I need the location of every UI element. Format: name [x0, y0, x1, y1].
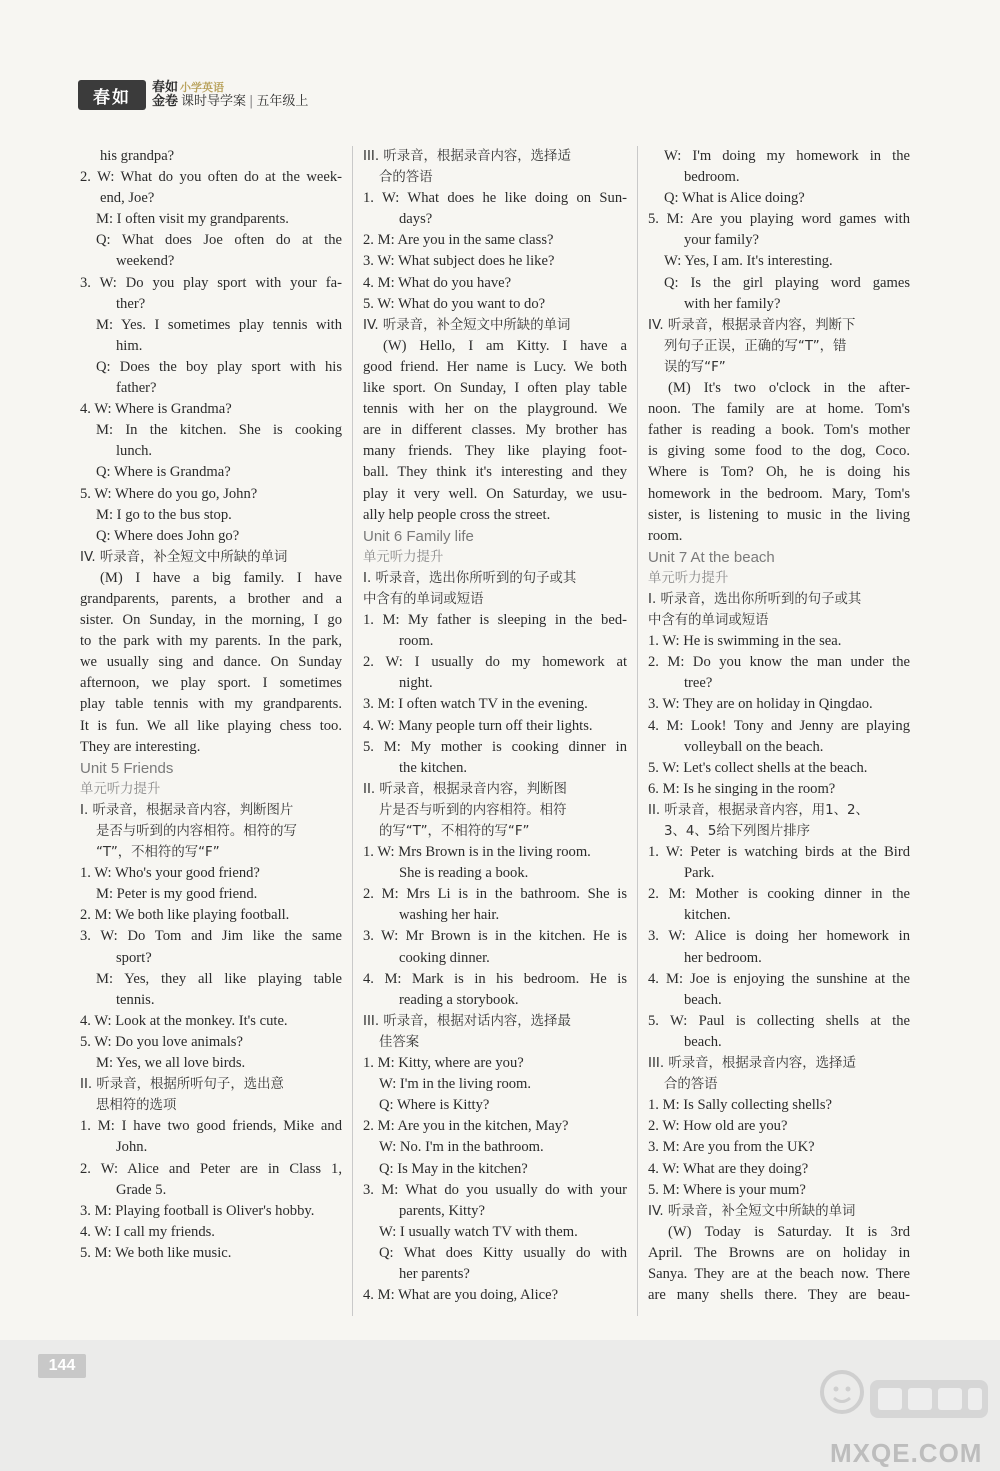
text-line: M: In the kitchen. She is cooking — [96, 422, 342, 439]
section-heading: 合的答语 — [379, 170, 433, 186]
text-line: father is reading a book. Tom's mother — [648, 422, 910, 439]
section-heading: 佳答案 — [379, 1034, 420, 1050]
series-title: 课时导学案 — [181, 94, 247, 109]
text-line: 5. M: My mother is cooking dinner in — [363, 738, 627, 755]
unit-title: Unit 7 At the beach — [648, 548, 775, 566]
text-line: to the park with my parents. In the park, — [80, 633, 342, 650]
text-line: tennis with her on the playground. We — [363, 401, 627, 418]
text-line: 4. W: What are they doing? — [648, 1160, 809, 1177]
text-line: 1. M: Kitty, where are you? — [363, 1055, 524, 1072]
text-line: her parents? — [399, 1265, 470, 1282]
section-heading: 片是否与听到的内容相符。相符 — [379, 802, 567, 818]
text-line: 1. W: He is swimming in the sea. — [648, 633, 842, 650]
brand-name-2: 金卷 — [152, 94, 179, 109]
text-line: sister. On Sunday, in the morning, I go — [80, 612, 342, 629]
section-heading: 3、4、5给下列图片排序 — [664, 824, 811, 839]
text-line: 5. M: Are you playing word games with — [648, 211, 910, 228]
text-line: kitchen. — [684, 907, 731, 924]
text-line: days? — [399, 211, 433, 228]
text-line: grandparents, parents, a brother and a — [80, 590, 342, 607]
text-line: 1. W: What does he like doing on Sun- — [363, 190, 627, 207]
text-line: reading a storybook. — [399, 991, 519, 1008]
brand-name: 春如 — [152, 80, 179, 95]
text-line: 4. M: Joe is enjoying the sunshine at the — [648, 970, 910, 987]
text-line: 3. W: They are on holiday in Qingdao. — [648, 696, 873, 713]
section-heading: II. 听录音，根据所听句子，选出意 — [80, 1077, 284, 1093]
text-line: Q: Is May in the kitchen? — [379, 1160, 528, 1177]
section-heading: I. 听录音，选出你所听到的句子或其 — [363, 570, 577, 586]
brand-line-1 — [152, 81, 308, 95]
text-line: weekend? — [116, 253, 175, 270]
text-line: 1. M: I have two good friends, Mike and — [80, 1118, 342, 1135]
text-line: 1. W: Peter is watching birds at the Bird — [648, 844, 910, 861]
text-line: They are interesting. — [80, 738, 201, 755]
text-line: (M) I have a big family. I have — [100, 569, 342, 586]
text-line: end, Joe? — [100, 190, 155, 207]
section-heading: 合的答语 — [664, 1077, 718, 1093]
text-line: your family? — [684, 232, 759, 249]
text-line: 4. W: Where is Grandma? — [80, 401, 232, 418]
column-divider — [637, 146, 638, 1316]
text-line: 4. M: What do you have? — [363, 274, 512, 291]
text-line: W: Yes, I am. It's interesting. — [664, 253, 833, 270]
text-line: ther? — [116, 295, 146, 312]
text-line: tree? — [684, 675, 713, 692]
section-heading: IV. 听录音，补全短文中所缺的单词 — [80, 549, 288, 565]
unit-title: Unit 5 Friends — [80, 759, 174, 777]
text-line: are in different classes. My brother has — [363, 422, 627, 439]
text-line: 4. M: Look! Tony and Jenny are playing — [648, 717, 910, 734]
text-line: ball. They think it's interesting and they — [363, 464, 627, 481]
text-line: (W) Hello, I am Kitty. I have a — [383, 337, 627, 354]
text-line: him. — [116, 337, 143, 354]
text-line: 3. W: Do you play sport with your fa- — [80, 274, 342, 291]
text-line: beach. — [684, 991, 722, 1008]
text-line: volleyball on the beach. — [684, 738, 824, 755]
text-line: W: No. I'm in the bathroom. — [379, 1139, 544, 1156]
text-line: homework in the bedroom. Mary, Tom's — [648, 485, 910, 502]
text-line: 1. M: Is Sally collecting shells? — [648, 1097, 833, 1114]
page-number: 144 — [38, 1354, 86, 1378]
section-heading: 中含有的单词或短语 — [363, 591, 484, 607]
section-heading: IV. 听录音，根据录音内容，判断下 — [648, 317, 856, 333]
unit-subtitle: 单元听力提升 — [80, 781, 161, 797]
text-line: 2. M: Mother is cooking dinner in the — [648, 886, 910, 903]
text-line: cooking dinner. — [399, 949, 490, 966]
text-column-3 — [648, 146, 910, 1306]
section-heading: IV. 听录音，补全短文中所缺的单词 — [648, 1203, 856, 1219]
text-line: 3. M: What do you usually do with your — [363, 1181, 627, 1198]
section-heading: I. 听录音，根据录音内容，判断图片 — [80, 802, 294, 818]
text-line: 4. W: Many people turn off their lights. — [363, 717, 593, 734]
text-line: 5. W: Let's collect shells at the beach. — [648, 759, 868, 776]
text-line: 3. M: Are you from the UK? — [648, 1139, 815, 1156]
text-line: 1. W: Mrs Brown is in the living room. — [363, 844, 591, 861]
brand-subject: 小学英语 — [180, 81, 225, 94]
text-line: beach. — [684, 1033, 722, 1050]
section-heading: “T”，不相符的写“F” — [96, 845, 220, 861]
text-line: are many shells there. They are beau- — [648, 1287, 910, 1304]
text-line: noon. The family are at home. Tom's — [648, 401, 910, 418]
text-line: (W) Today is Saturday. It is 3rd — [668, 1223, 910, 1240]
text-line: M: Yes. I sometimes play tennis with — [96, 316, 342, 333]
section-heading: 思相符的选项 — [96, 1098, 177, 1114]
text-line: 2. W: How old are you? — [648, 1118, 788, 1135]
section-heading: II. 听录音，根据录音内容，用1、2、 — [648, 802, 869, 818]
text-line: Q: Is the girl playing word games — [664, 274, 910, 291]
text-line: like sport. On Sunday, I often play table — [363, 380, 627, 397]
section-heading: III. 听录音，根据对话内容，选择最 — [363, 1013, 571, 1029]
text-line: father? — [116, 380, 157, 397]
text-line: 4. W: Look at the monkey. It's cute. — [80, 1012, 288, 1029]
text-line: sister, is listening to music in the living — [648, 506, 910, 523]
section-heading: IV. 听录音，补全短文中所缺的单词 — [363, 317, 571, 333]
text-line: 5. W: What do you want to do? — [363, 295, 546, 312]
text-line: (M) It's two o'clock in the after- — [668, 380, 910, 397]
text-line: 5. W: Where do you go, John? — [80, 485, 258, 502]
text-line: M: I go to the bus stop. — [96, 506, 232, 523]
text-line: Park. — [684, 865, 715, 882]
text-line: many friends. They like playing foot- — [363, 443, 627, 460]
section-heading: I. 听录音，选出你所听到的句子或其 — [648, 591, 862, 607]
text-line: 5. W: Do you love animals? — [80, 1033, 243, 1050]
text-line: ally help people cross the street. — [363, 506, 551, 523]
text-line: room. — [399, 633, 434, 650]
section-heading: 误的写“F” — [664, 359, 726, 375]
text-line: Q: Does the boy play sport with his — [96, 358, 342, 375]
section-heading: 的写“T”，不相符的写“F” — [379, 824, 530, 839]
text-line: It is fun. We all like playing chess too. — [80, 717, 342, 734]
text-line: 3. W: What subject does he like? — [363, 253, 555, 270]
text-line: good friend. Her name is Lucy. We both — [363, 358, 627, 375]
text-line: April. The Browns are on holiday in — [648, 1244, 910, 1261]
watermark-site: MXQE.COM — [830, 1438, 983, 1468]
section-heading: 是否与听到的内容相符。相符的写 — [96, 824, 297, 839]
section-heading: III. 听录音，根据录音内容，选择适 — [648, 1056, 856, 1072]
text-line: his grandpa? — [100, 148, 175, 164]
column-divider — [352, 146, 353, 1316]
text-line: 5. M: We both like music. — [80, 1244, 232, 1261]
text-line: 4. W: I call my friends. — [80, 1223, 215, 1240]
text-line: 2. M: Mrs Li is in the bathroom. She is — [363, 886, 627, 903]
text-line: Q: Where is Grandma? — [96, 464, 231, 481]
publisher-logo: 春如 — [78, 80, 146, 110]
text-line: M: Peter is my good friend. — [96, 886, 258, 903]
text-line: She is reading a book. — [399, 865, 529, 882]
text-line: 2. M: We both like playing football. — [80, 907, 290, 924]
text-line: the kitchen. — [399, 759, 468, 776]
text-line: 5. M: Where is your mum? — [648, 1181, 806, 1198]
text-column-2 — [363, 146, 627, 1306]
text-line: John. — [116, 1139, 148, 1156]
section-heading: II. 听录音，根据录音内容，判断图 — [363, 781, 567, 797]
text-line: 3. W: Mr Brown is in the kitchen. He is — [363, 928, 627, 945]
section-heading: III. 听录音，根据录音内容，选择适 — [363, 149, 571, 164]
text-line: 2. W: What do you often do at the week- — [80, 169, 342, 186]
text-line: 1. W: Who's your good friend? — [80, 865, 260, 882]
text-line: 4. M: Mark is in his bedroom. He is — [363, 970, 627, 987]
section-heading: 中含有的单词或短语 — [648, 613, 769, 629]
text-line: 3. W: Alice is doing her homework in — [648, 928, 910, 945]
text-line: 2. W: I usually do my homework at — [363, 654, 627, 671]
text-line: 2. M: Do you know the man under the — [648, 654, 910, 671]
unit-title: Unit 6 Family life — [363, 527, 474, 545]
text-line: play it very well. On Saturday, we usu- — [363, 485, 627, 502]
text-line: Q: What does Kitty usually do with — [379, 1244, 627, 1261]
text-line: W: I'm doing my homework in the — [664, 148, 910, 164]
text-line: with her family? — [684, 295, 781, 312]
text-line: play table tennis with my grandparents. — [80, 696, 342, 713]
text-line: room. — [648, 527, 683, 544]
grade-label: 五年级上 — [256, 94, 309, 109]
text-line: night. — [399, 675, 433, 692]
text-line: Sanya. They are at the beach now. There — [648, 1265, 910, 1282]
text-line: 2. M: Are you in the same class? — [363, 232, 554, 249]
text-line: Where is Tom? Oh, he is doing his — [648, 464, 910, 481]
text-line: Q: Where is Kitty? — [379, 1097, 490, 1114]
text-line: 3. W: Do Tom and Jim like the same — [80, 928, 342, 945]
text-line: 4. M: What are you doing, Alice? — [363, 1287, 559, 1304]
text-line: Q: Where does John go? — [96, 527, 240, 544]
unit-subtitle: 单元听力提升 — [363, 549, 444, 565]
text-line: W: I'm in the living room. — [379, 1076, 532, 1093]
brand-line-2 — [152, 95, 308, 109]
text-line: 3. M: I often watch TV in the evening. — [363, 696, 588, 713]
text-line: 6. M: Is he singing in the room? — [648, 780, 836, 797]
text-line: 1. M: My father is sleeping in the bed- — [363, 612, 627, 629]
text-line: her bedroom. — [684, 949, 762, 966]
section-heading: 列句子正误，正确的写“T”，错 — [664, 338, 847, 354]
text-line: sport? — [116, 949, 152, 966]
text-line: 2. W: Alice and Peter are in Class 1, — [80, 1160, 342, 1177]
unit-subtitle: 单元听力提升 — [648, 570, 729, 586]
separator: | — [249, 94, 254, 109]
text-line: M: I often visit my grandparents. — [96, 211, 289, 228]
text-line: M: Yes, they all like playing table — [96, 970, 342, 987]
text-line: M: Yes, we all love birds. — [96, 1055, 246, 1072]
text-line: tennis. — [116, 991, 155, 1008]
text-line: washing her hair. — [399, 907, 500, 924]
text-line: is giving some food to the dog, Coco. — [648, 443, 910, 460]
text-line: afternoon, we play sport. I sometimes — [80, 675, 342, 692]
text-line: 5. W: Paul is collecting shells at the — [648, 1012, 910, 1029]
text-line: 3. M: Playing football is Oliver's hobby. — [80, 1202, 315, 1219]
text-line: we usually sing and dance. On Sunday — [80, 654, 342, 671]
book-header — [78, 78, 308, 112]
text-line: 2. M: Are you in the kitchen, May? — [363, 1118, 569, 1135]
text-line: Q: What is Alice doing? — [664, 190, 805, 207]
brand-title — [152, 81, 308, 109]
text-line: lunch. — [116, 443, 153, 460]
text-column-1 — [80, 146, 342, 1264]
text-line: bedroom. — [684, 169, 740, 186]
text-line: Q: What does Joe often do at the — [96, 232, 342, 249]
text-line: W: I usually watch TV with them. — [379, 1223, 578, 1240]
text-line: Grade 5. — [116, 1181, 167, 1198]
text-line: parents, Kitty? — [399, 1202, 485, 1219]
